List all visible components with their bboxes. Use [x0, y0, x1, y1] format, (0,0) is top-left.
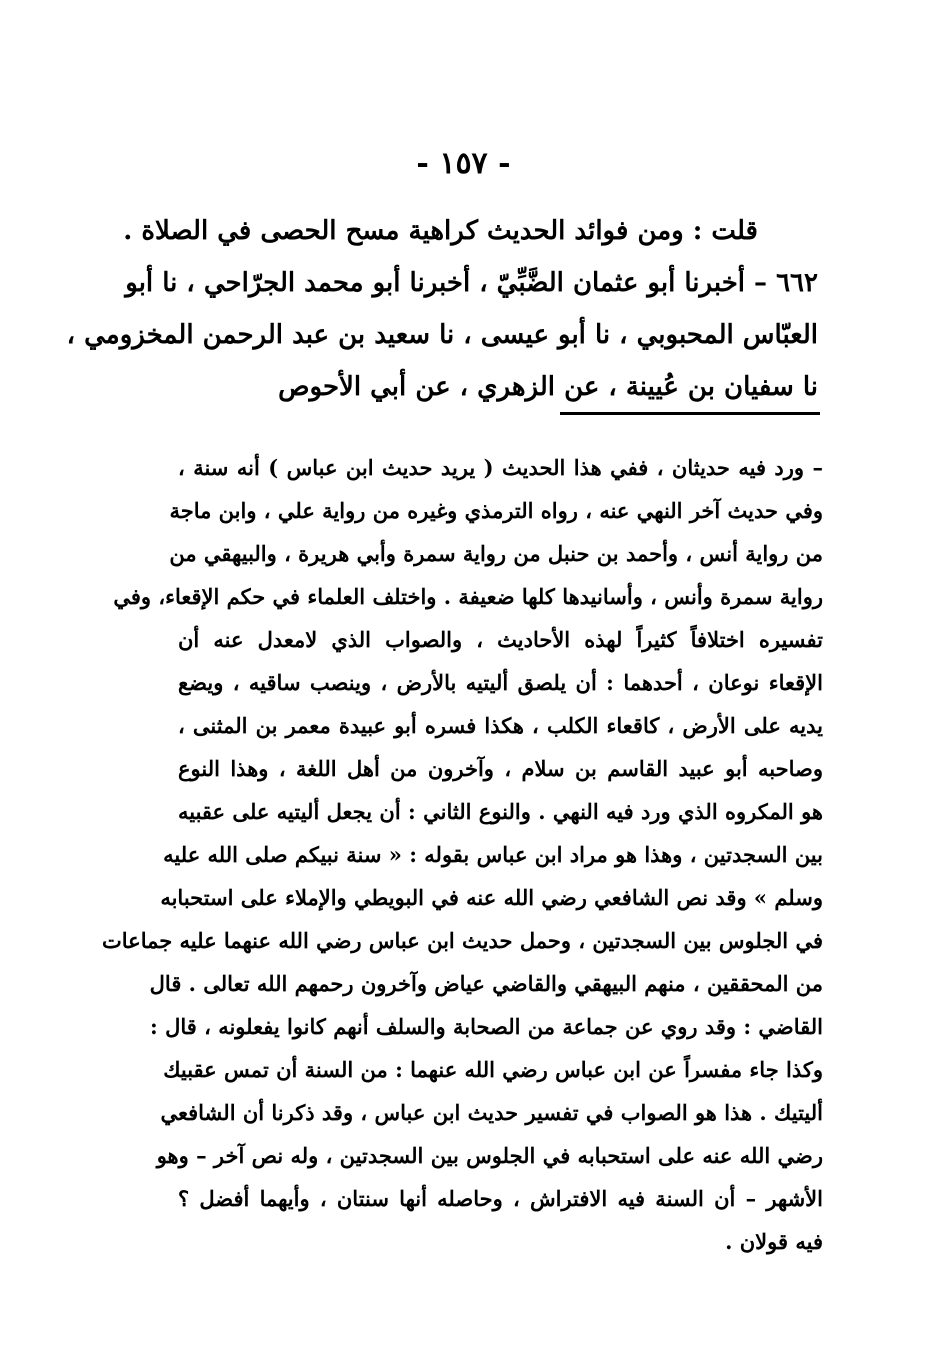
footnote-line: تفسيره اختلافاً كثيراً لهذه الأحاديث ، والصواب الذي لامعدل عنه أن: [178, 627, 823, 652]
footnote-line: يديه على الأرض ، كاقعاء الكلب ، هكذا فسره أبو عبيدة معمر بن المثنى ،: [178, 713, 823, 738]
footnote-line: وسلم » وقد نص الشافعي رضي الله عنه في البويطي والإملاء على استحبابه: [160, 885, 823, 910]
footnote-line: الأشهر – أن السنة فيه الافتراش ، وحاصله أنها سنتان ، وأيهما أفضل ؟: [178, 1186, 823, 1211]
main-text-line: قلت : ومن فوائد الحديث كراهية مسح الحصى في الصلاة .: [123, 216, 758, 246]
main-text-line: ٦٦٢ – أخبرنا أبو عثمان الضَّبِّيّ ، أخبرنا أبو محمد الجرّاحي ، نا أبو: [125, 268, 818, 298]
footnote-line: الإقعاء نوعان ، أحدهما : أن يلصق أليتيه بالأرض ، وينصب ساقيه ، ويضع: [178, 670, 823, 695]
main-text-line: العبّاس المحبوبي ، نا أبو عيسى ، نا سعيد بن عبد الرحمن المخزومي ،: [66, 320, 818, 350]
footnote-line: من رواية أنس ، وأحمد بن حنبل من رواية سمرة وأبي هريرة ، والبيهقي من: [169, 541, 823, 566]
footnote-line: – ورد فيه حديثان ، ففي هذا الحديث ( يريد حديث ابن عباس ) أنه سنة ،: [178, 455, 823, 480]
footnote-line: أليتيك . هذا هو الصواب في تفسير حديث ابن عباس ، وقد ذكرنا أن الشافعي: [160, 1100, 823, 1125]
main-text-block: [66, 205, 818, 413]
footnote-line: القاضي : وقد روي عن جماعة من الصحابة والسلف أنهم كانوا يفعلونه ، قال :: [150, 1014, 823, 1039]
footnote-line: رضي الله عنه على استحبابه في الجلوس بين السجدتين ، وله نص آخر – وهو: [156, 1143, 823, 1168]
footnote-line: وفي حديث آخر النهي عنه ، رواه الترمذي وغيره من رواية علي ، وابن ماجة: [169, 498, 823, 523]
footnote-line: من المحققين ، منهم البيهقي والقاضي عياض وآخرون رحمهم الله تعالى . قال: [149, 971, 823, 996]
footnote-line: رواية سمرة وأنس ، وأسانيدها كلها ضعيفة . واختلف العلماء في حكم الإقعاء، وفي: [113, 584, 823, 609]
footnote-block: [102, 446, 823, 1263]
footnote-line: في الجلوس بين السجدتين ، وحمل حديث ابن عباس رضي الله عنهما عليه جماعات: [102, 928, 823, 953]
main-text-line: نا سفيان بن عُيينة ، عن الزهري ، عن أبي الأحوص: [278, 372, 818, 402]
footnote-line: بين السجدتين ، وهذا هو مراد ابن عباس بقوله : « سنة نبيكم صلى الله عليه: [163, 842, 823, 867]
footnote-line: فيه قولان .: [725, 1229, 823, 1254]
page-number: - ١٥٧ -: [416, 146, 511, 181]
footnote-line: هو المكروه الذي ورد فيه النهي . والنوع الثاني : أن يجعل أليتيه على عقبيه: [178, 799, 823, 824]
footnote-line: وكذا جاء مفسراً عن ابن عباس رضي الله عنهما : من السنة أن تمس عقبيك: [163, 1057, 823, 1082]
footnote-separator: [560, 412, 820, 415]
footnote-line: وصاحبه أبو عبيد القاسم بن سلام ، وآخرون من أهل اللغة ، وهذا النوع: [178, 756, 823, 781]
